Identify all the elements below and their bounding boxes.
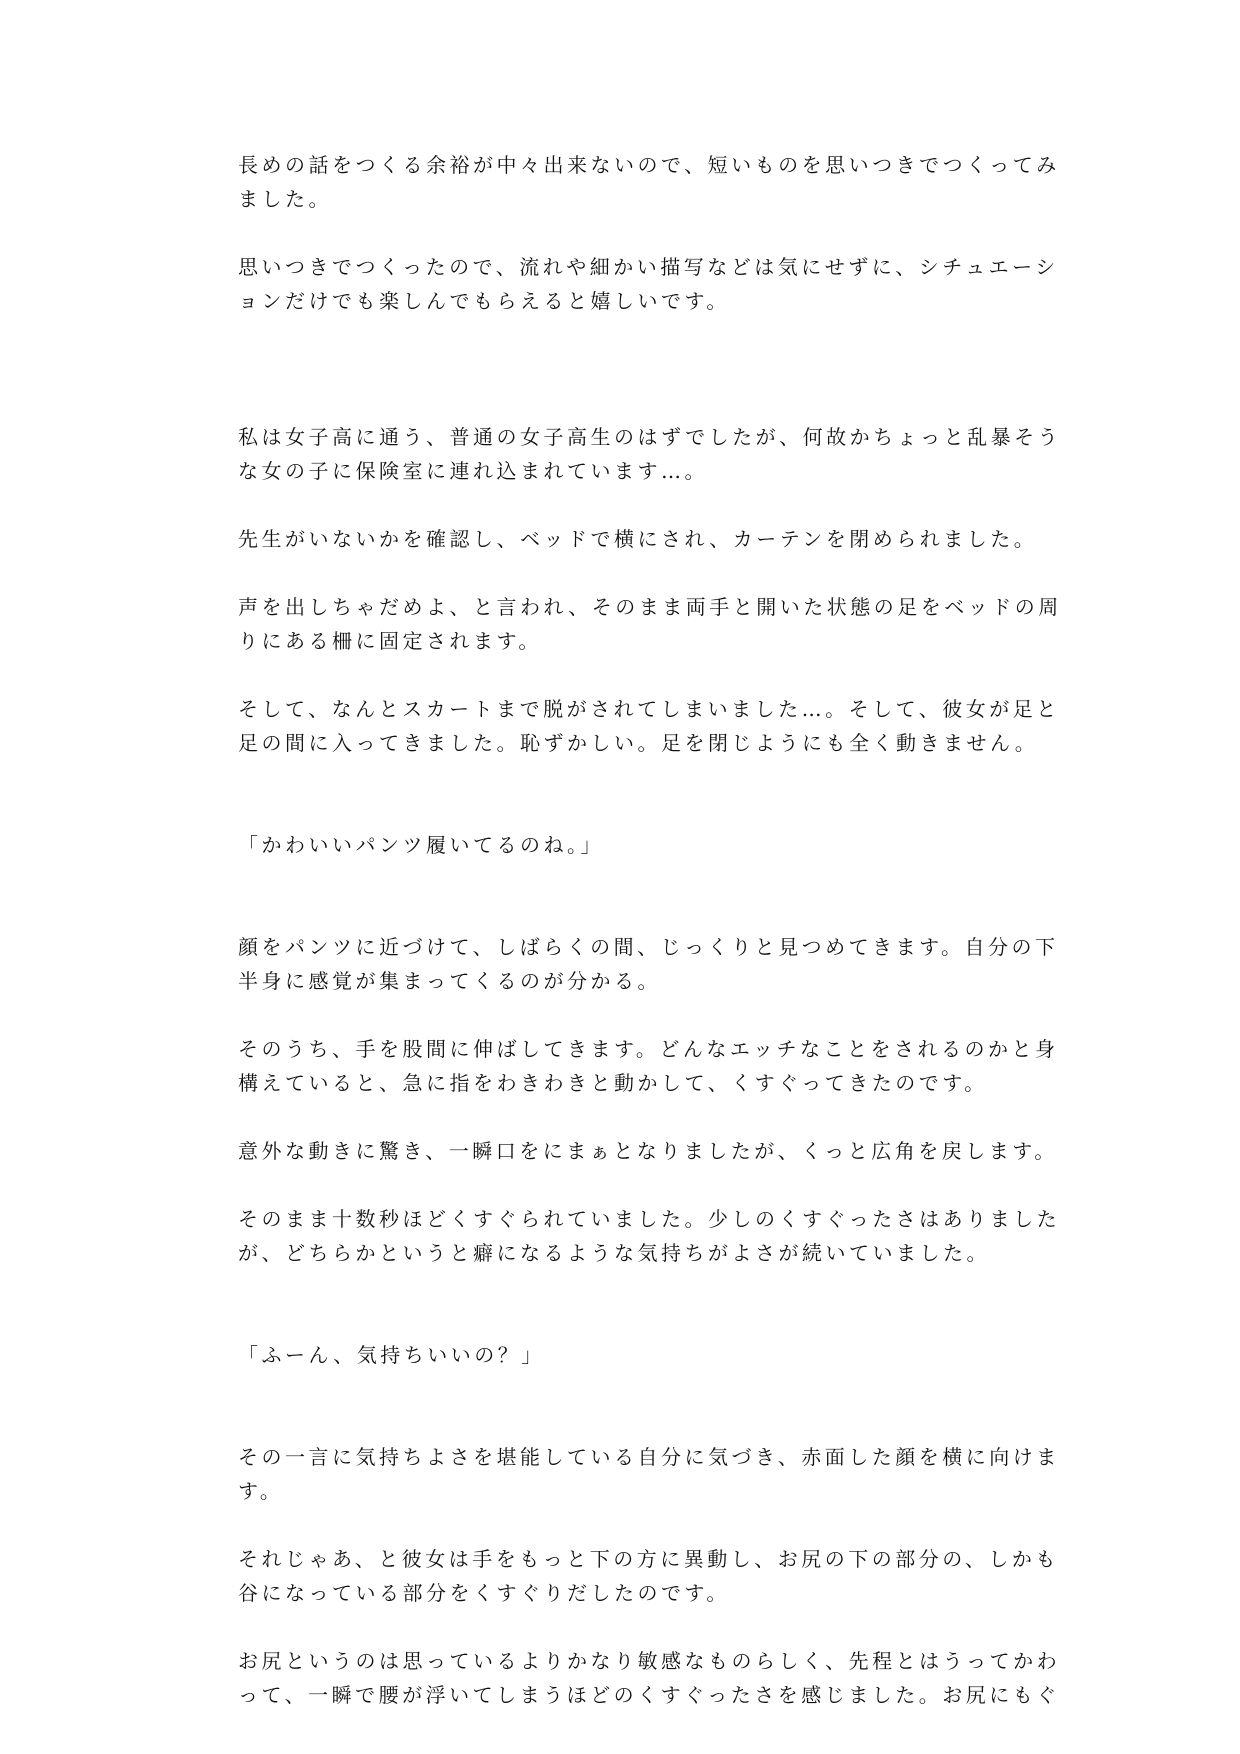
paragraph-story-2 (238, 522, 1038, 556)
text-line: 先生がいないかを確認し、ベッドで横にされ、カーテンを閉められました。 (238, 527, 1038, 551)
text-line: 構えていると、急に指をわきわきと動かして、くすぐってきたのです。 (238, 1071, 988, 1095)
text-line: す。 (238, 1479, 284, 1503)
text-line: そのうち、手を股間に伸ばしてきます。どんなエッチなことをされるのかと身 (238, 1037, 1059, 1061)
text-line: 私は女子高に通う、普通の女子高生のはずでしたが、何故かちょっと乱暴そう (238, 425, 1062, 449)
dialogue-line: 「ふーん、気持ちいいの？」 (238, 1343, 545, 1367)
text-line: が、どちらかというと癖になるような気持ちがよさが続いていました。 (238, 1241, 990, 1265)
text-line: りにある柵に固定されます。 (238, 629, 542, 653)
paragraph-intro-2 (238, 250, 1059, 318)
text-line: 意外な動きに驚き、一瞬口をにまぁとなりましたが、くっと広角を戻します。 (238, 1139, 1058, 1163)
text-line: 声を出しちゃだめよ、と言われ、そのまま両手と開いた状態の足をベッドの周 (238, 595, 1062, 619)
text-line: って、一瞬で腰が浮いてしまうほどのくすぐったさを感じました。お尻にもぐ (238, 1683, 1060, 1707)
text-line: その一言に気持ちよさを堪能している自分に気づき、赤面した顔を横に向けま (238, 1445, 1060, 1469)
paragraph-story-9 (238, 1440, 1060, 1508)
text-line: な女の子に保険室に連れ込まれています…。 (238, 459, 708, 483)
text-line: 顔をパンツに近づけて、しばらくの間、じっくりと見つめてきます。自分の下 (238, 935, 1059, 959)
paragraph-story-7 (238, 1134, 1058, 1168)
text-line: ました。 (238, 187, 332, 211)
paragraph-dialogue-1 (238, 828, 1008, 862)
text-line: 半身に感覚が集まってくるのが分かる。 (238, 969, 661, 993)
paragraph-story-10 (238, 1542, 1059, 1610)
text-line: そのまま十数秒ほどくすぐられていました。少しのくすぐったさはありました (238, 1207, 1061, 1231)
paragraph-story-5 (238, 930, 1059, 998)
paragraph-story-3 (238, 590, 1062, 658)
text-line: 思いつきでつくったので、流れや細かい描写などは気にせずに、シチュエーシ (238, 255, 1059, 279)
paragraph-story-1 (238, 420, 1062, 488)
paragraph-story-8 (238, 1202, 1061, 1270)
document-body (238, 148, 1062, 1712)
text-line: 谷になっている部分をくすぐりだしたのです。 (238, 1581, 730, 1605)
paragraph-intro-1 (238, 148, 1060, 216)
text-line: そして、なんとスカートまで脱がされてしまいました…。そして、彼女が足と (238, 697, 1060, 721)
paragraph-story-11 (238, 1644, 1061, 1712)
dialogue-line: 「かわいいパンツ履いてるのね。」 (238, 833, 604, 857)
paragraph-dialogue-2 (238, 1338, 1008, 1372)
paragraph-story-4 (238, 692, 1060, 760)
text-line: それじゃあ、と彼女は手をもっと下の方に異動し、お尻の下の部分の、しかも (238, 1547, 1059, 1571)
text-line: 足の間に入ってきました。恥ずかしい。足を閉じようにも全く動きません。 (238, 731, 1039, 755)
paragraph-story-6 (238, 1032, 1059, 1100)
text-line: 長めの話をつくる余裕が中々出来ないので、短いものを思いつきでつくってみ (238, 153, 1060, 177)
text-line: ョンだけでも楽しんでもらえると嬉しいです。 (238, 289, 730, 313)
text-line: お尻というのは思っているよりかなり敏感なものらしく、先程とはうってかわ (238, 1649, 1061, 1673)
